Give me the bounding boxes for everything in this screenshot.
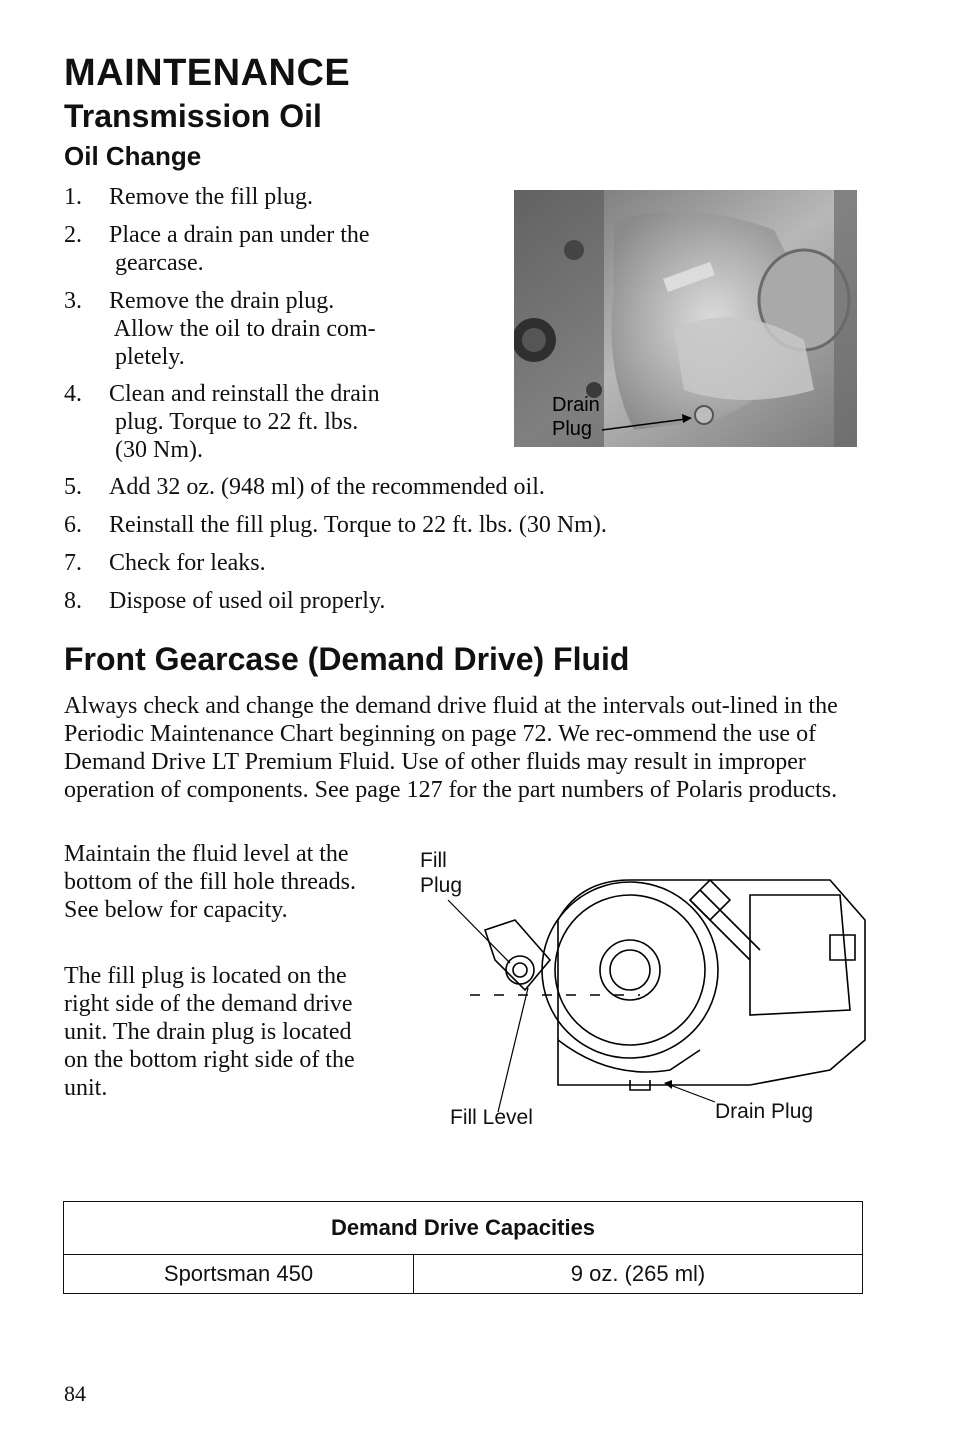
step-text: Check for leaks. bbox=[109, 550, 266, 576]
demand-drive-diagram bbox=[410, 840, 880, 1140]
fill-plug-callout bbox=[420, 848, 462, 898]
drain-plug-leader-line bbox=[514, 190, 857, 447]
step-text: Place a drain pan under the gearcase. bbox=[109, 222, 370, 276]
step-number: 3. bbox=[64, 288, 82, 314]
step-number: 1. bbox=[64, 184, 82, 210]
capacity-table-title: Demand Drive Capacities bbox=[64, 1202, 863, 1255]
capacity-table bbox=[63, 1201, 863, 1294]
plug-location-paragraph: The fill plug is located on the right side of the demand drive unit. The drain plug is located on the bottom right side of the unit. bbox=[64, 963, 355, 1101]
step-number: 7. bbox=[64, 550, 82, 576]
table-header-row bbox=[64, 1202, 863, 1255]
drain-plug-label: Drain Plug bbox=[715, 1100, 814, 1123]
step-text: Dispose of used oil properly. bbox=[109, 588, 386, 614]
model-cell: Sportsman 450 bbox=[64, 1255, 414, 1294]
step-text: Remove the fill plug. bbox=[109, 184, 313, 210]
transmission-photo bbox=[514, 190, 857, 447]
section-title: MAINTENANCE bbox=[64, 52, 351, 94]
step-number: 5. bbox=[64, 474, 82, 500]
fill-plug-label-line1: Fill bbox=[420, 849, 447, 872]
step-number: 8. bbox=[64, 588, 82, 614]
step-text: Add 32 oz. (948 ml) of the recommended oil. bbox=[109, 474, 545, 500]
table-row bbox=[64, 1255, 863, 1294]
step-number: 6. bbox=[64, 512, 82, 538]
fill-plug-label-line2: Plug bbox=[420, 874, 463, 897]
fluid-level-paragraph: Maintain the fluid level at the bottom of the fill hole threads. See below for capacity. bbox=[64, 841, 356, 923]
step-text: Reinstall the fill plug. Torque to 22 ft. lbs. (30 Nm). bbox=[109, 512, 607, 538]
step-number: 4. bbox=[64, 381, 82, 407]
front-gearcase-heading: Front Gearcase (Demand Drive) Fluid bbox=[64, 641, 630, 677]
capacity-cell: 9 oz. (265 ml) bbox=[414, 1255, 863, 1294]
step-text: Remove the drain plug. Allow the oil to drain com- pletely. bbox=[109, 288, 376, 370]
step-text: Clean and reinstall the drain plug. Torque to 22 ft. lbs. (30 Nm). bbox=[109, 381, 380, 463]
drain-plug-label-line1: Drain bbox=[552, 394, 600, 416]
demand-drive-line-art bbox=[410, 840, 880, 1140]
subsection-title: Oil Change bbox=[64, 141, 202, 171]
front-gearcase-intro: Always check and change the demand drive fluid at the intervals out-lined in the Periodic Maintenance Chart beginning on page 72. We rec-ommend the use of Demand Drive LT Premium Fluid. Use of other fluids may result in improper operation of components. See page 127 for the part numbers of Polaris products. bbox=[64, 693, 838, 803]
page-number: 84 bbox=[64, 1381, 86, 1406]
fill-level-label: Fill Level bbox=[450, 1106, 533, 1129]
drain-plug-label-line2: Plug bbox=[552, 418, 593, 440]
step-number: 2. bbox=[64, 222, 82, 248]
page-title: Transmission Oil bbox=[64, 98, 322, 134]
